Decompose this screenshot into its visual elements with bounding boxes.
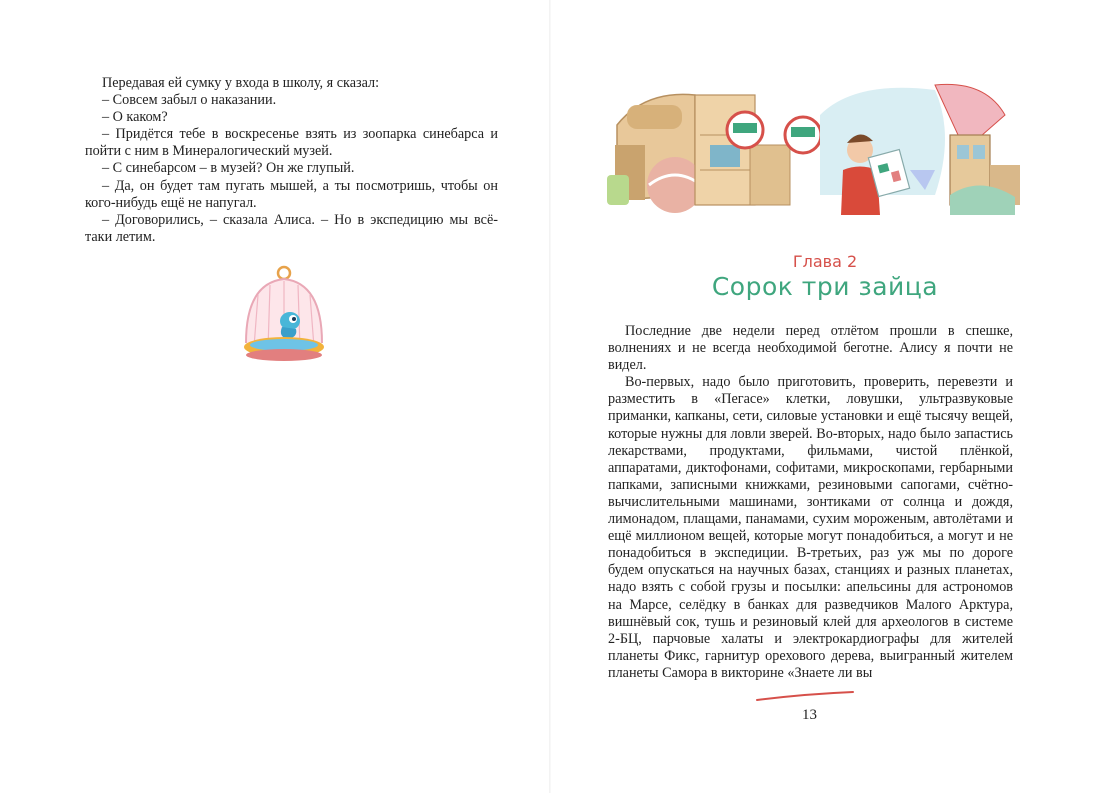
left-paragraph: – Совсем забыл о наказании.: [102, 92, 277, 109]
right-paragraph: Последние две недели перед отлётом прошли в спешке, волнениях и не всегда необходимой беготне. Алису я почти не видел.: [608, 323, 1013, 374]
left-paragraph: – Договорились, – сказала Алиса. – Но в экспедицию мы всё-таки летим.: [85, 211, 498, 245]
left-text-block: [85, 75, 498, 246]
birdcage-illustration: [238, 265, 334, 377]
chapter-label: Глава 2: [792, 252, 858, 271]
left-paragraph: – О каком?: [102, 109, 168, 126]
page-number-underline: [755, 690, 855, 704]
chapter-title: Сорок три зайца: [711, 272, 939, 301]
left-paragraph: – Придётся тебе в воскресенье взять из зоопарка синебарса и пойти с ним в Минералогический музей.: [85, 126, 498, 160]
right-text-block: [608, 323, 1013, 682]
left-paragraph: – С синебарсом – в музей? Он же глупый.: [102, 160, 355, 177]
right-page: [550, 0, 1100, 793]
left-paragraph: Передавая ей сумку у входа в школу, я сказал:: [102, 75, 380, 91]
chapter-header-illustration: [605, 75, 1025, 225]
page-number: 13: [802, 707, 817, 723]
left-paragraph: – Да, он будет там пугать мышей, а ты посмотришь, чтобы он кого-нибудь ещё не напугал.: [85, 177, 498, 211]
right-paragraph: Во-первых, надо было приготовить, проверить, перевезти и разместить в «Пегасе» клетки, ловушки, ультразвуковые приманки, капканы, сети, силовые установки и ещё тысячу вещей, которые нужны для ловли зверей. Во-вторых, надо было запастись лекарствами, продуктами, фильмами, чистой плёнкой, аппаратами, диктофонами, софитами, микроскопами, гербарными папками, записными книжками, резиновыми сапогами, счётно-вычислительными машинами, зонтиками от солнца и дождя, лимонадом, плащами, панамами, сухим мороженым, автолётами и ещё миллионом вещей, которые могут понадобиться, а могут и не понадобиться в экспедиции. В-третьих, раз уж мы по дороге будем опускаться на научных базах, станциях и разных планетах, надо взять с собой грузы и посылки: апельсины для астрономов на Марсе, селёдку в банках для разведчиков Малого Арктура, вишнёвый сок, тушь и резиновый клей для археологов в системе 2-БЦ, парчовые халаты и электрокардиографы для жителей планеты Фикс, гарнитур орехового дерева, выигранный жителем планеты Самора в викторине «Знаете ли вы: [608, 374, 1013, 681]
